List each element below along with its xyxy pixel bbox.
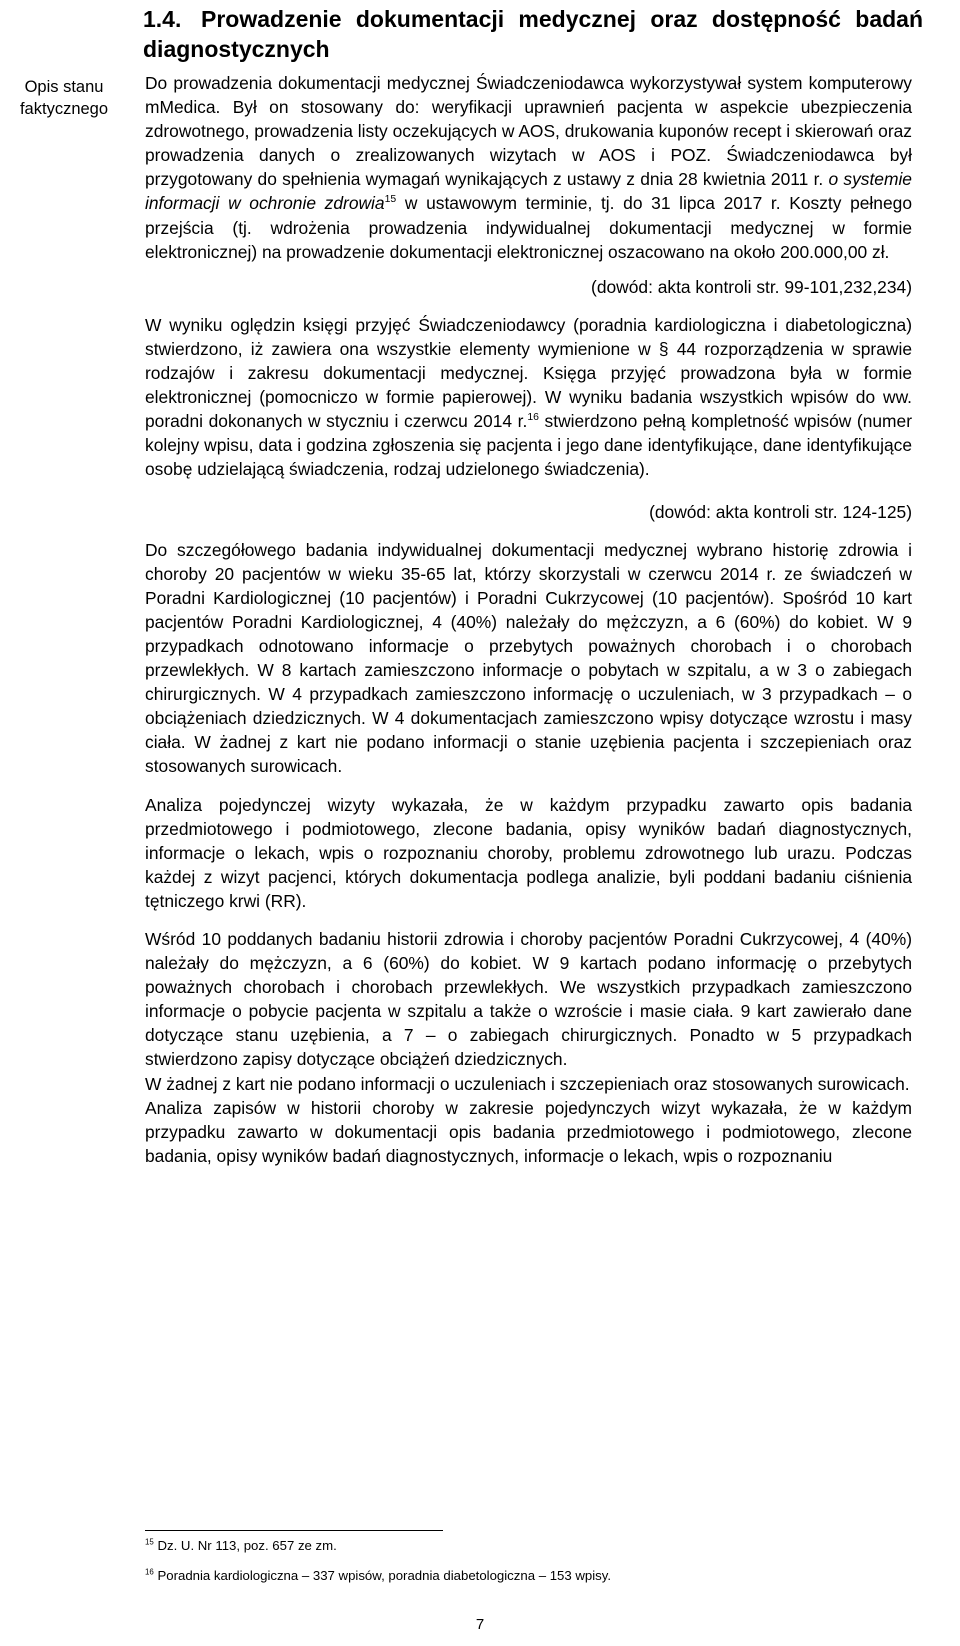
paragraph-history-analysis: Analiza zapisów w historii choroby w zakresie pojedynczych wizyt wykazała, że w każdym przypadku zawarto w dokumentacji opis badania przedmiotowego i podmiotowego, zlecone badania, opisy wyników badań diagnostycznych, informacje o lekach, wpis o rozpoznaniu bbox=[145, 1097, 912, 1166]
paragraph-diabetes-records: Wśród 10 poddanych badaniu historii zdrowia i choroby pacjentów Poradni Cukrzycowej, 4 (40%) należały do mężczyzn, a 6 (60%) do kobiet. W 9 kartach podano informację o przebytych poważnych chorobach i chorobach przewlekłych. We wszystkich przypadkach zamieszczono informacje o pobycie pacjenta w szpitalu a także o wzroście i masie ciała. 9 kart zawierało dane dotyczące stanu uzębienia, a 7 – o zabiegach chirurgicznych. Ponadto w 5 przypadkach stwierdzono zapisy dotyczące obciążeń dziedzicznych. bbox=[145, 929, 912, 1070]
footnote-separator bbox=[145, 1530, 443, 1531]
paragraph-text: stwierdzono pełną kompletność wpisów (numer kolejny wpisu, data i godzina zgłoszenia się pacjenta i jego dane identyfikujące, dane identyfikujące osobę udzielającą świadczenia, rodzaj udzielonego świadczenia). bbox=[145, 411, 912, 480]
footnote-marker: 16 bbox=[145, 1567, 154, 1577]
footnote-16 bbox=[145, 1567, 611, 1585]
footnote-marker: 15 bbox=[145, 1537, 154, 1547]
act-title: o systemie informacji w ochronie zdrowia bbox=[145, 169, 912, 214]
evidence-note-2: (dowód: akta kontroli str. 124-125) bbox=[649, 501, 912, 522]
section-heading bbox=[143, 4, 923, 64]
section-number: 1.4. bbox=[143, 6, 182, 32]
footnote-text: Dz. U. Nr 113, poz. 657 ze zm. bbox=[157, 1538, 337, 1553]
side-label: Opis stanu faktycznego bbox=[19, 78, 109, 118]
page-number: 7 bbox=[475, 1616, 485, 1633]
paragraph-cardiology-records: Do szczegółowego badania indywidualnej dokumentacji medycznej wybrano historię zdrowia i choroby 20 pacjentów w wieku 35-65 lat, którzy skorzystali w czerwcu 2014 r. ze świadczeń w Poradni Kardiologicznej (10 pacjentów) i Poradni Cukrzycowej (10 pacjentów). Spośród 10 kart pacjentów Poradni Kardiologicznej, 4 (40%) należały do mężczyzn, a 6 (60%) do kobiet. W 9 przypadkach odnotowano informacje o przebytych poważnych chorobach i o chorobach przewlekłych. W 8 kartach zamieszczono informacje o pobytach w szpitalu, a w 3 o zabiegach chirurgicznych. W 4 przypadkach zamieszczono informację o uczuleniach, w 3 przypadkach – o obciążeniach dziedzicznych. W 4 dokumentacjach zamieszczono wpisy dotyczące wzrostu i masy ciała. W żadnej z kart nie podano informacji o stanie uzębienia pacjenta i szczepieniach oraz stosowanych surowicach. bbox=[145, 539, 912, 777]
paragraph-no-allergy-info: W żadnej z kart nie podano informacji o uczuleniach i szczepieniach oraz stosowanych surowicach. bbox=[145, 1073, 910, 1094]
paragraph-ehr-system bbox=[145, 71, 912, 264]
paragraph-text: Do prowadzenia dokumentacji medycznej Świadczeniodawca wykorzystywał system komputerowy mMedica. Był on stosowany do: weryfikacji uprawnień pacjenta w aspekcie ubezpieczenia zdrowotnego, prowadzenia listy oczekujących w AOS, drukowania kuponów recept i skierowań oraz prowadzenia danych o zrealizowanych wizytach w AOS i POZ. Świadczeniodawca był przygotowany do spełnienia wymagań wynikających z ustawy z dnia 28 kwietnia 2011 r. bbox=[145, 73, 912, 190]
footnote-ref-16: 16 bbox=[527, 412, 539, 424]
paragraph-visit-analysis: Analiza pojedynczej wizyty wykazała, że w każdym przypadku zawarto opis badania przedmiotowego i podmiotowego, zlecone badania, opisy wyników badań diagnostycznych, informacje o lekach, wpis o rozpoznaniu choroby, problemu zdrowotnego lub urazu. Podczas każdej z wizyt pacjenci, których dokumentacja podlega analizie, byli poddani badaniu ciśnienia tętniczego krwi (RR). bbox=[145, 794, 912, 911]
paragraph-text: w ustawowym terminie, tj. do 31 lipca 2017 r. Koszty pełnego przejścia (tj. wdrożenia prowadzenia indywidualnej dokumentacji medycznej w formie elektronicznej) na prowadzenie dokumentacji elektronicznej oszacowano na około 200.000,00 zł. bbox=[145, 193, 912, 262]
main-text bbox=[145, 71, 912, 1168]
evidence-note-1: (dowód: akta kontroli str. 99-101,232,234) bbox=[591, 276, 912, 297]
paragraph-text: W wyniku oględzin księgi przyjęć Świadczeniodawcy (poradnia kardiologiczna i diabetologiczna) stwierdzono, iż zawiera ona wszystkie elementy wymienione w § 44 rozporządzenia w sprawie rodzajów i zakresu dokumentacji medycznej. Księga przyjęć prowadzona była w formie elektronicznej (pomocniczo w formie papierowej). W wyniku badania wszystkich wpisów do ww. poradni dokonanych w styczniu i czerwcu 2014 r. bbox=[145, 314, 912, 432]
footnote-15 bbox=[145, 1537, 337, 1555]
section-title: Prowadzenie dokumentacji medycznej oraz dostępność badań diagnostycznych bbox=[143, 6, 923, 62]
paragraph-admission-book bbox=[145, 313, 912, 482]
footnote-ref-15: 15 bbox=[384, 194, 397, 206]
footnote-text: Poradnia kardiologiczna – 337 wpisów, poradnia diabetologiczna – 153 wpisy. bbox=[157, 1568, 612, 1583]
